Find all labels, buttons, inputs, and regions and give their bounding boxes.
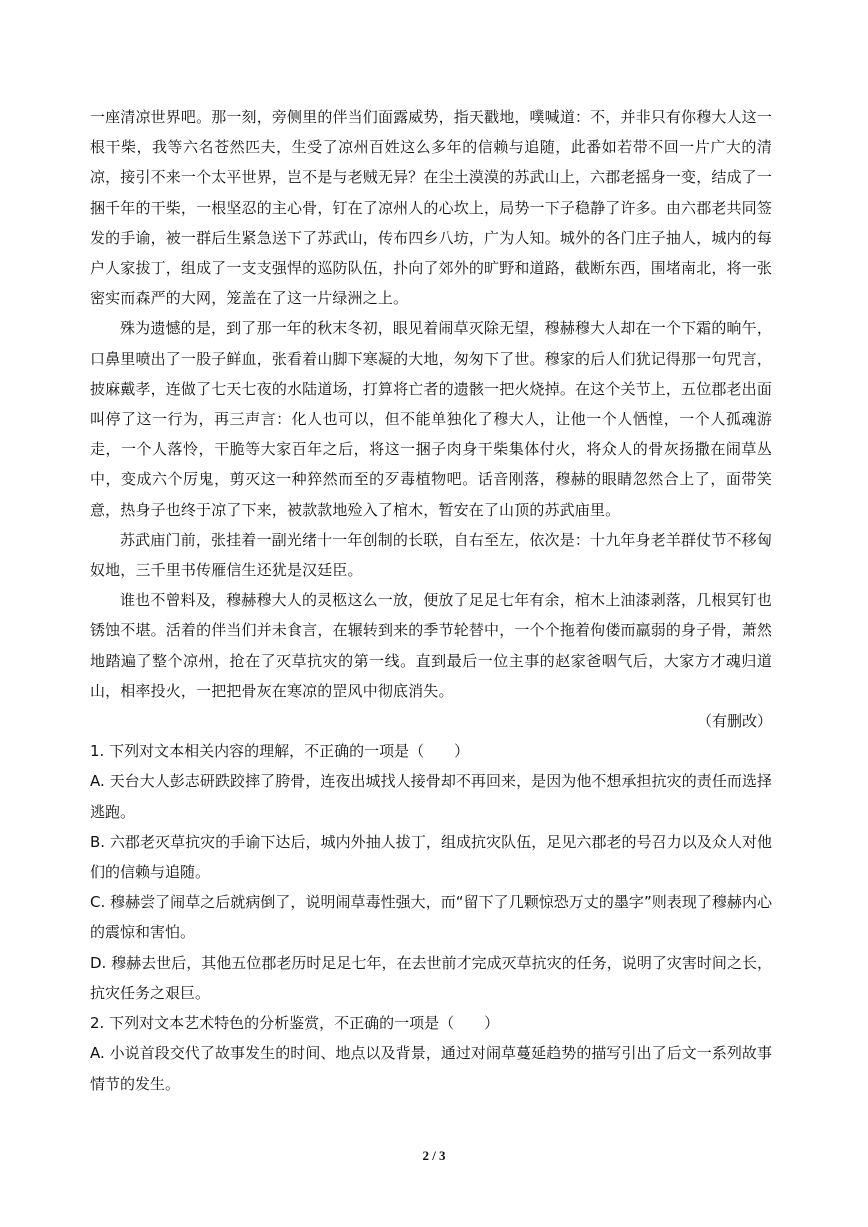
option-b: B. 六郡老灭草抗灾的手谕下达后，城内外抽人拔丁，组成抗灾队伍，足见六郡老的号召力以及众人对他们的信赖与追随。 [90, 832, 772, 882]
question-stem: 2. 下列对文本艺术特色的分析鉴赏，不正确的一项是（ ） [90, 1014, 500, 1033]
option-c: C. 穆赫尝了闹草之后就病倒了，说明闹草毒性强大，而“留下了几颗惊恐万丈的墨字”则表现了穆赫内心的震惊和害怕。 [90, 893, 772, 942]
passage-paragraph-2: 殊为遗憾的是，到了那一年的秋末冬初，眼见着闹草灭除无望，穆赫穆大人却在一个下霜的晌午，口鼻里喷出了一股子鲜血，张看着山脚下寒凝的大地，匆匆下了世。穆家的后人们犹记得那一句咒言，披麻戴孝，连做了七天七夜的水陆道场，打算将亡者的遗骸一把火烧掉。在这个关节上，五位郡老出面叫停了这一行为，再三声言：化人也可以，但不能单独化了穆大人，让他一个人恓惶，一个人孤魂游走，一个人落怜，干脆等大家百年之后，将这一捆子肉身干柴集体付火，将众人的骨灰扬撒在闹草丛中，变成六个厉鬼，剪灭这一种猝然而至的歹毒植物吧。话音刚落，穆赫的眼睛忽然合上了，面带笑意，热身子也终于凉了下来，被款款地殓入了棺木，暂安在了山顶的苏武庙里。 [90, 319, 772, 519]
question-stem: 1. 下列对文本相关内容的理解，不正确的一项是（ ） [90, 742, 470, 761]
option-d: D. 穆赫去世后，其他五位郡老历时足足七年，在去世前才完成灭草抗灾的任务，说明了灾害时间之长，抗灾任务之艰巨。 [90, 953, 772, 1002]
option-a: A. 小说首段交代了故事发生的时间、地点以及背景，通过对闹草蔓延趋势的描写引出了后文一系列故事情节的发生。 [90, 1044, 772, 1093]
source-note: （有删改） [696, 712, 772, 731]
page-number: 2 / 3 [422, 1148, 446, 1163]
question-1 [90, 736, 772, 1008]
passage-paragraph-3: 苏武庙门前，张挂着一副光绪十一年创制的长联，自右至左，依次是：十九年身老羊群仗节不移匈奴地，三千里书传雁信生还犹是汉廷臣。 [90, 530, 772, 580]
document-body [90, 102, 772, 1099]
passage-paragraph-4: 谁也不曾料及，穆赫穆大人的灵柩这么一放，便放了足足七年有余，棺木上油漆剥落，几根冥钉也锈蚀不堪。活着的伴当们并未食言，在辗转到来的季节轮替中，一个个拖着佝偻而羸弱的身子骨，萧然地踏遍了整个凉州，抢在了灭草抗灾的第一线。直到最后一位主事的赵家爸咽气后，大家方才魂归道山，相率投火，一把把骨灰在寒凉的罡风中彻底消失。 [90, 591, 772, 700]
option-a: A. 天台大人彭志研跌跤摔了胯骨，连夜出城找人接骨却不再回来，是因为他不想承担抗灾的责任而选择逃跑。 [90, 772, 772, 821]
question-2 [90, 1008, 772, 1099]
passage-paragraph-1: 一座清凉世界吧。那一刻，旁侧里的伴当们面露威势，指天戳地，噗喊道：不，并非只有你穆大人这一根干柴，我等六名苍然匹夫，生受了凉州百姓这么多年的信赖与追随，此番如若带不回一片广大的清凉，接引不来一个太平世界，岂不是与老贼无异？在尘土漠漠的苏武山上，六郡老摇身一变，结成了一捆千年的干柴，一根坚忍的主心骨，钉在了凉州人的心坎上，局势一下子稳静了许多。由六郡老共同签发的手谕，被一群后生紧急送下了苏武山，传布四乡八坊，广为人知。城外的各门庄子抽人，城内的每户人家拔丁，组成了一支支强悍的巡防队伍，扑向了郊外的旷野和道路，截断东西，围堵南北，将一张密实而森严的大网，笼盖在了这一片绿洲之上。 [90, 108, 772, 308]
